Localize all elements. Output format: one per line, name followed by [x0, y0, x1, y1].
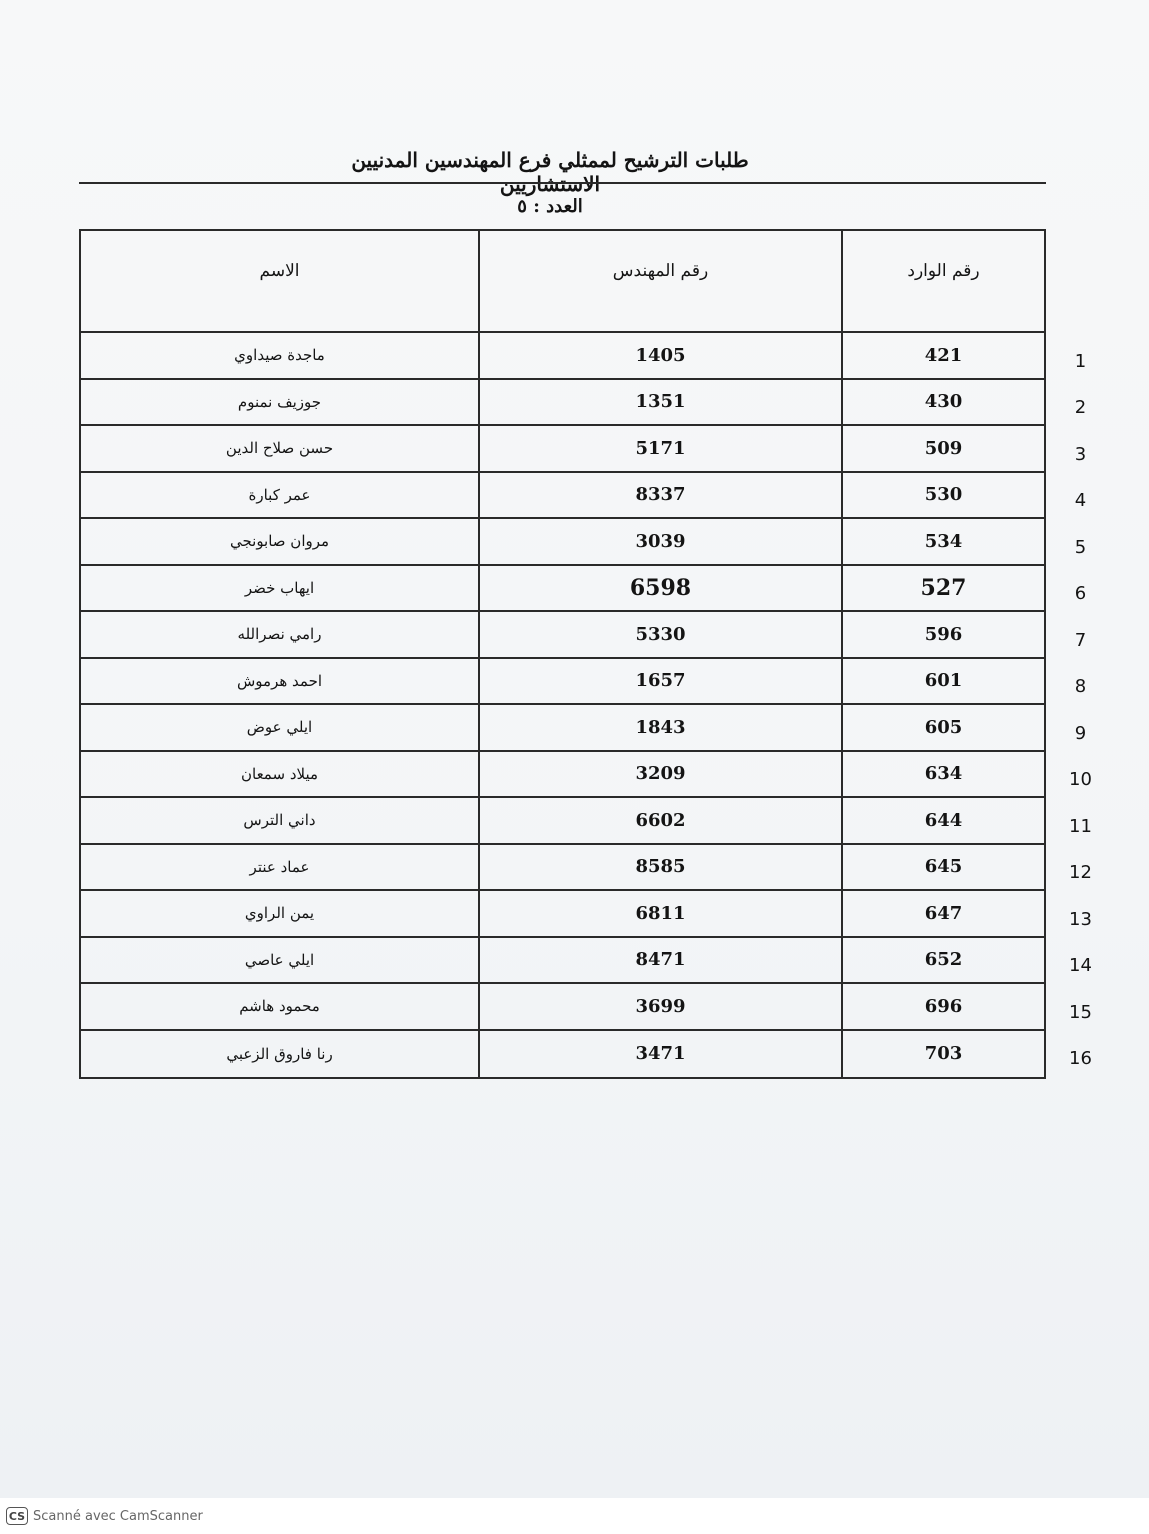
engineer-number-cell: 6602 — [480, 798, 843, 843]
incoming-number-cell: 534 — [924, 530, 963, 552]
engineer-number-cell: 8337 — [480, 473, 843, 518]
table-row — [81, 380, 1044, 427]
row-number: 5 — [1074, 536, 1087, 558]
incoming-number-cell: 421 — [924, 344, 963, 366]
row-number: 6 — [1074, 583, 1087, 605]
table-header-row — [81, 231, 1044, 333]
name-cell: ايلي عوض — [81, 705, 480, 750]
name-cell: ايهاب خضر — [81, 566, 480, 611]
incoming-number-cell: 703 — [924, 1043, 963, 1065]
count-label: العدد : ٥ — [517, 196, 583, 217]
incoming-number-cell: 527 — [920, 574, 967, 601]
name-cell: داني الترس — [81, 798, 480, 843]
table-row — [81, 1031, 1044, 1078]
name-cell: حسن صلاح الدين — [81, 426, 480, 471]
engineer-number-cell: 5171 — [480, 426, 843, 471]
table-row — [81, 752, 1044, 799]
incoming-number-cell: 596 — [924, 623, 963, 645]
row-number: 8 — [1074, 676, 1087, 698]
camscanner-logo: CS — [6, 1507, 28, 1525]
engineer-number-cell: 3039 — [480, 519, 843, 564]
row-number: 10 — [1069, 769, 1092, 791]
engineer-number-cell: 5330 — [480, 612, 843, 657]
header-name: الاسم — [81, 231, 480, 331]
row-number: 15 — [1069, 1001, 1092, 1023]
row-number: 13 — [1069, 908, 1092, 930]
row-number: 16 — [1069, 1048, 1092, 1070]
candidates-table — [79, 229, 1046, 1079]
name-cell: رامي نصرالله — [81, 612, 480, 657]
table-row — [81, 333, 1044, 380]
incoming-number-cell: 509 — [924, 437, 963, 459]
incoming-number-cell: 645 — [924, 856, 963, 878]
engineer-number-cell: 3471 — [480, 1031, 843, 1078]
row-number: 7 — [1074, 629, 1087, 651]
incoming-number-cell: 430 — [924, 391, 963, 413]
title-divider — [79, 182, 1046, 184]
engineer-number-cell: 1843 — [480, 705, 843, 750]
engineer-number-cell: 3699 — [480, 984, 843, 1029]
table-row — [81, 473, 1044, 520]
incoming-number-cell: 696 — [924, 995, 963, 1017]
name-cell: ميلاد سمعان — [81, 752, 480, 797]
name-cell: ايلي عاصي — [81, 938, 480, 983]
table-row — [81, 426, 1044, 473]
header-engineer-number: رقم المهندس — [480, 231, 843, 331]
engineer-number-cell: 6598 — [480, 566, 843, 611]
name-cell: ماجدة صيداوي — [81, 333, 480, 378]
row-number: 1 — [1074, 350, 1087, 372]
name-cell: احمد هرموش — [81, 659, 480, 704]
name-cell: محمود هاشم — [81, 984, 480, 1029]
incoming-number-cell: 605 — [924, 716, 963, 738]
row-numbers-column — [1058, 333, 1103, 1077]
table-row — [81, 891, 1044, 938]
name-cell: عماد عنتر — [81, 845, 480, 890]
row-number: 2 — [1074, 397, 1087, 419]
incoming-number-cell: 647 — [924, 902, 963, 924]
engineer-number-cell: 3209 — [480, 752, 843, 797]
name-cell: رنا فاروق الزعبي — [81, 1031, 480, 1078]
engineer-number-cell: 8471 — [480, 938, 843, 983]
incoming-number-cell: 644 — [924, 809, 963, 831]
name-cell: يمن الراوي — [81, 891, 480, 936]
table-row — [81, 798, 1044, 845]
incoming-number-cell: 530 — [924, 484, 963, 506]
row-number: 3 — [1074, 443, 1087, 465]
row-number: 12 — [1069, 862, 1092, 884]
engineer-number-cell: 1351 — [480, 380, 843, 425]
scanner-caption: Scanné avec CamScanner — [33, 1508, 203, 1524]
table-row — [81, 845, 1044, 892]
row-number: 4 — [1074, 490, 1087, 512]
engineer-number-cell: 1405 — [480, 333, 843, 378]
scanner-footer — [0, 1498, 1149, 1534]
table-row — [81, 984, 1044, 1031]
table-row — [81, 612, 1044, 659]
document-title: طلبات الترشيح لممثلي فرع المهندسين المدنيين الاستشاريين — [351, 148, 749, 196]
incoming-number-cell: 634 — [924, 763, 963, 785]
incoming-number-cell: 601 — [924, 670, 963, 692]
table-row — [81, 659, 1044, 706]
engineer-number-cell: 6811 — [480, 891, 843, 936]
engineer-number-cell: 1657 — [480, 659, 843, 704]
row-number: 14 — [1069, 955, 1092, 977]
table-row — [81, 938, 1044, 985]
table-row — [81, 705, 1044, 752]
incoming-number-cell: 652 — [924, 949, 963, 971]
row-number: 11 — [1069, 815, 1092, 837]
name-cell: مروان صابونجي — [81, 519, 480, 564]
name-cell: عمر كبارة — [81, 473, 480, 518]
table-row — [81, 519, 1044, 566]
table-row — [81, 566, 1044, 613]
engineer-number-cell: 8585 — [480, 845, 843, 890]
row-number: 9 — [1074, 722, 1087, 744]
header-incoming-number: رقم الوارد — [907, 261, 980, 281]
name-cell: جوزيف نمنوم — [81, 380, 480, 425]
